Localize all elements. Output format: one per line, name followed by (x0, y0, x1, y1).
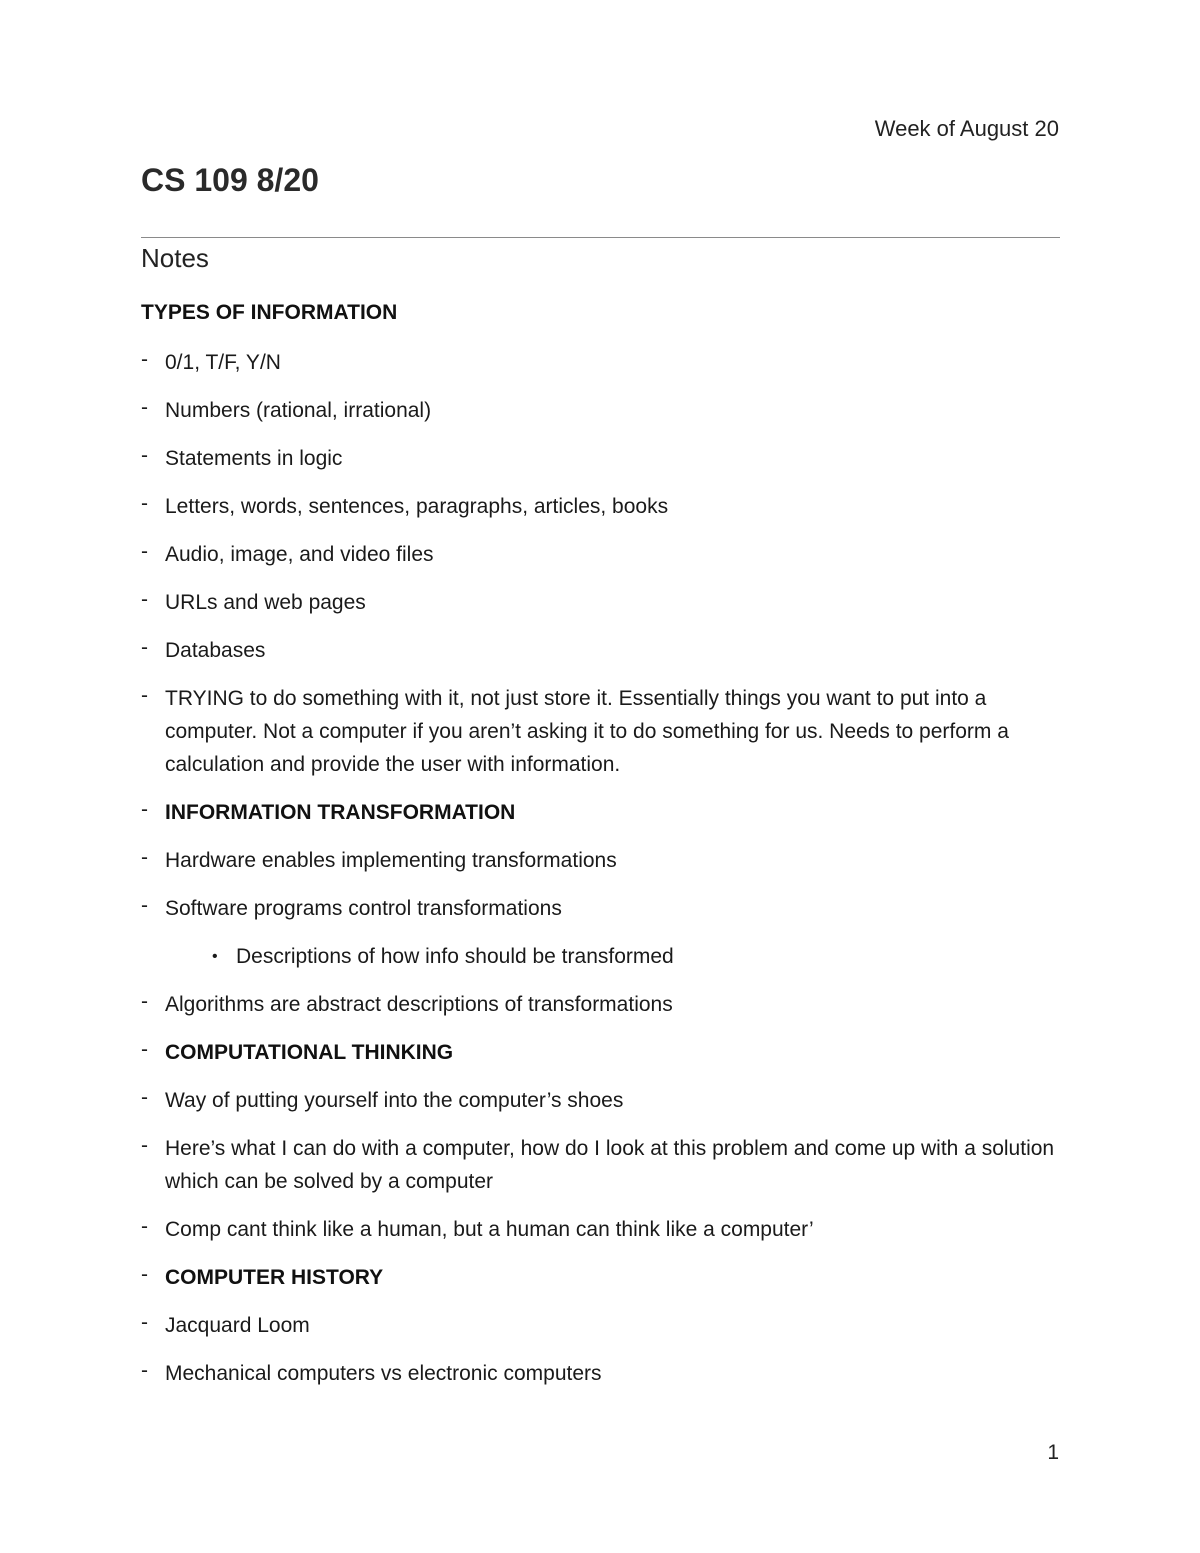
dash-marker: - (141, 1359, 148, 1382)
list-item (141, 1213, 1061, 1246)
page-title: CS 109 8/20 (141, 162, 319, 198)
list-item-text: 0/1, T/F, Y/N (165, 351, 281, 374)
list-item (141, 682, 1061, 781)
page-number: 1 (1047, 1441, 1059, 1464)
list-item-text: Numbers (rational, irrational) (165, 399, 432, 422)
dash-marker: - (141, 540, 148, 563)
bullet-marker: • (212, 948, 218, 965)
notes-heading: Notes (141, 243, 209, 273)
title-divider (141, 237, 1060, 238)
list-item-text: Comp cant think like a human, but a human can think like a computer’ (165, 1218, 814, 1241)
section-heading-item (141, 1036, 1061, 1069)
dash-marker: - (141, 1038, 148, 1061)
list-item-text: Letters, words, sentences, paragraphs, articles, books (165, 495, 669, 518)
list-item (141, 1084, 1061, 1117)
list-item-text: Databases (165, 639, 266, 662)
dash-marker: - (141, 894, 148, 917)
dash-marker: - (141, 1086, 148, 1109)
list-item (141, 634, 1061, 667)
list-item (141, 442, 1061, 475)
list-item (141, 892, 1061, 925)
list-item (141, 346, 1061, 379)
list-item-text: Jacquard Loom (165, 1314, 310, 1337)
dash-marker: - (141, 684, 148, 707)
dash-marker: - (141, 492, 148, 515)
dash-marker: - (141, 990, 148, 1013)
list-item (141, 1357, 1061, 1390)
list-item (141, 1132, 1061, 1198)
notes-list (141, 346, 1061, 1405)
list-item (141, 844, 1061, 877)
week-label: Week of August 20 (874, 116, 1059, 141)
dash-marker: - (141, 636, 148, 659)
list-item-text: Way of putting yourself into the computer’s shoes (165, 1089, 624, 1112)
list-item-text: Descriptions of how info should be transformed (236, 945, 674, 968)
dash-marker: - (141, 1134, 148, 1157)
list-item-text: Mechanical computers vs electronic computers (165, 1362, 602, 1385)
dash-marker: - (141, 1311, 148, 1334)
list-item-text: COMPUTATIONAL THINKING (165, 1041, 454, 1064)
section-heading-item (141, 1261, 1061, 1294)
list-item-text: Hardware enables implementing transformations (165, 849, 617, 872)
list-item-text: Statements in logic (165, 447, 343, 470)
dash-marker: - (141, 588, 148, 611)
list-item-text: Algorithms are abstract descriptions of transformations (165, 993, 673, 1016)
list-item (141, 1309, 1061, 1342)
list-item-text: URLs and web pages (165, 591, 366, 614)
list-item (141, 394, 1061, 427)
list-item-text: Audio, image, and video files (165, 543, 434, 566)
dash-marker: - (141, 348, 148, 371)
section-heading-item (141, 796, 1061, 829)
dash-marker: - (141, 846, 148, 869)
dash-marker: - (141, 396, 148, 419)
list-item (141, 538, 1061, 571)
list-item-text: TRYING to do something with it, not just store it. Essentially things you want to put into a computer. Not a computer if you aren’t asking it to do something for us. Needs to perform a calculation and provide the user with information. (165, 687, 1009, 776)
dash-marker: - (141, 798, 148, 821)
dash-marker: - (141, 1263, 148, 1286)
list-item-text: Here’s what I can do with a computer, how do I look at this problem and come up with a solution which can be solved by a computer (165, 1137, 1055, 1193)
list-item-text: Software programs control transformations (165, 897, 562, 920)
list-item-text: COMPUTER HISTORY (165, 1266, 384, 1289)
list-item-text: INFORMATION TRANSFORMATION (165, 801, 516, 824)
section-heading-types-of-information: TYPES OF INFORMATION (141, 301, 398, 324)
dash-marker: - (141, 1215, 148, 1238)
list-item (141, 586, 1061, 619)
dash-marker: - (141, 444, 148, 467)
list-item (141, 490, 1061, 523)
sub-list-item (141, 940, 1061, 973)
list-item (141, 988, 1061, 1021)
